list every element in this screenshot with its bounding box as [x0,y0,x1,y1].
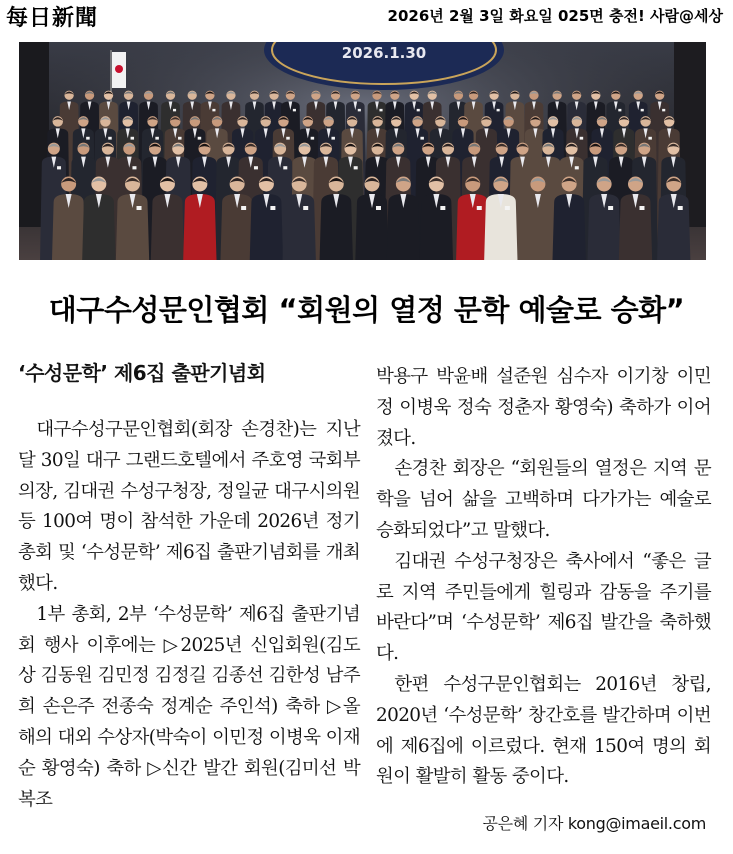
paragraph: 김대권 수성구청장은 축사에서 “좋은 글로 지역 주민들에게 힐링과 감동을 주기를 바란다”며 ‘수성문학’ 제6집 발간을 축하했다. [376,550,711,665]
paragraph: 1부 총회, 2부 ‘수성문학’ 제6집 출판기념회 행사 이후에는 ▷2025년 신입회원(김도상 김동원 김민정 김정길 김종선 김한성 남주희 손은주 전종숙 정계순 주인석) 축하 ▷올해의 대외 수상자(박숙이 이민정 이병욱 이재순 황영숙) 축하 ▷신간 발간 회원(김미선 박복조 [18,603,360,810]
banner-date-text: 2026.1.30 [341,44,427,62]
masthead [0,0,733,32]
article-column-left [18,358,360,815]
article-headline: 대구수성문인협회 “회원의 열정 문학 예술로 승화” [48,293,685,327]
paragraph: 대구수성구문인협회(회장 손경찬)는 지난달 30일 대구 그랜드호텔에서 주호영 국회부의장, 김대권 수성구청장, 정일균 대구시의원 등 100여 명이 참석한 가운데 2026년 정기총회 및 ‘수성문학’ 제6집 출판기념회를 개최했다. [18,419,360,594]
paragraph: 박용구 박윤배 설준원 심수자 이기창 이민정 이병욱 정숙 정춘자 황영숙) 축하가 이어졌다. [376,366,711,449]
article-column-right [376,362,711,793]
event-photo [19,42,706,260]
newspaper-logo: 每日新聞 [6,5,99,31]
article-subheadline: ‘수성문학’ 제6집 출판기념회 [18,361,266,385]
paragraph: 한편 수성구문인협회는 2016년 창립, 2020년 ‘수성문학’ 창간호를 발간하며 이번에 제6집에 이르렀다. 현재 150여 명의 회원이 활발히 활동 중이다. [376,673,711,788]
group-photo-illustration [19,42,706,260]
byline: 공은혜 기자 kong@imaeil.com [482,814,706,833]
dateline: 2026년 2월 3일 화요일 025면 충전! 사람@세상 [387,7,723,25]
column-divider [366,360,367,830]
paragraph: 손경찬 회장은 “회원들의 열정은 지역 문학을 넘어 삶을 고백하며 다가가는 예술로 승화되었다”고 말했다. [376,458,711,541]
